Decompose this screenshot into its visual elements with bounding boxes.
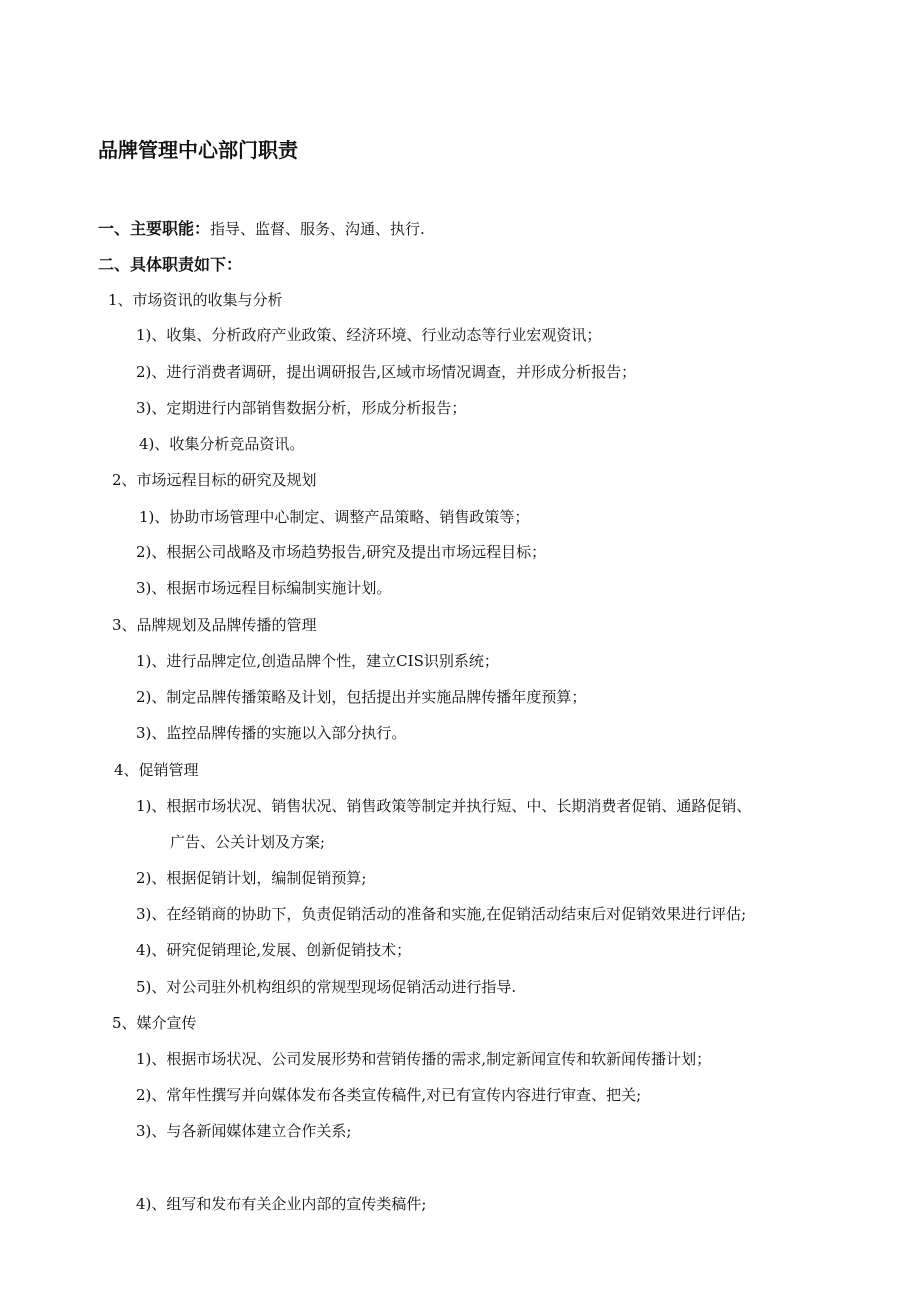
list-item: 3)、定期进行内部销售数据分析，形成分析报告； [136, 399, 467, 417]
section-main-functions-label: 一、主要职能： [98, 219, 211, 238]
list-item: 1)、进行品牌定位,创造品牌个性，建立CIS识别系统； [136, 652, 499, 670]
list-item: 2)、进行消费者调研，提出调研报告,区域市场情况调查，并形成分析报告； [136, 363, 637, 381]
list-item: 2)、常年性撰写并向媒体发布各类宣传稿件,对已有宣传内容进行审查、把关; [136, 1086, 642, 1104]
list-item: 2)、根据促销计划，编制促销预算; [136, 869, 367, 887]
list-item: 3)、根据市场远程目标编制实施计划。 [136, 579, 392, 597]
list-item: 4)、收集分析竞品资讯。 [139, 435, 305, 453]
list-item: 1)、根据市场状况、销售状况、销售政策等制定并执行短、中、长期消费者促销、通路促销、 [136, 797, 752, 815]
list-item: 1)、根据市场状况、公司发展形势和营销传播的需求,制定新闻宣传和软新闻传播计划； [136, 1050, 712, 1068]
list-item: 4)、研究促销理论,发展、创新促销技术； [136, 941, 412, 959]
section-main-functions-text: 指导、监督、服务、沟通、执行. [210, 220, 425, 238]
group-heading-promotion: 4、促销管理 [114, 761, 199, 779]
group-heading-market-info: 1、市场资讯的收集与分析 [108, 291, 283, 309]
list-item: 2)、制定品牌传播策略及计划，包括提出并实施品牌传播年度预算； [136, 688, 587, 706]
list-item: 3)、在经销商的协助下，负责促销活动的准备和实施,在促销活动结束后对促销效果进行评估; [136, 905, 747, 923]
list-item: 1)、收集、分析政府产业政策、经济环境、行业动态等行业宏观资讯； [136, 326, 602, 344]
section-main-functions [98, 219, 425, 239]
list-item: 5)、对公司驻外机构组织的常规型现场促销活动进行指导. [136, 978, 517, 996]
list-item: 3)、与各新闻媒体建立合作关系; [136, 1122, 352, 1140]
group-heading-media: 5、媒介宣传 [112, 1014, 197, 1032]
group-heading-brand-planning: 3、品牌规划及品牌传播的管理 [112, 616, 317, 634]
list-item: 3)、监控品牌传播的实施以入部分执行。 [136, 724, 407, 742]
group-heading-market-goals: 2、市场远程目标的研究及规划 [112, 471, 317, 489]
list-item: 4)、组写和发布有关企业内部的宣传类稿件; [136, 1195, 427, 1213]
page-title: 品牌管理中心部门职责 [98, 138, 298, 162]
list-item-continuation: 广告、公关计划及方案; [170, 833, 326, 851]
list-item: 1)、协助市场管理中心制定、调整产品策略、销售政策等； [139, 508, 530, 526]
list-item: 2)、根据公司战略及市场趋势报告,研究及提出市场远程目标； [136, 543, 547, 561]
section-detailed-duties-label: 二、具体职责如下： [98, 255, 243, 274]
